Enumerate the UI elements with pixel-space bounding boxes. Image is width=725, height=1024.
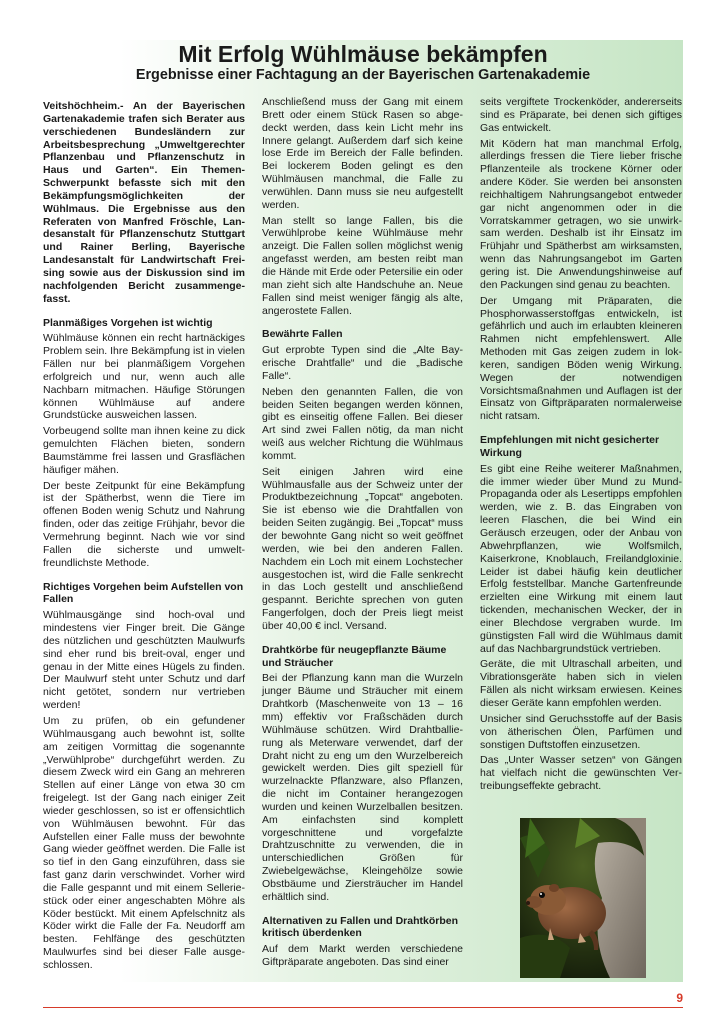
body-paragraph: Anschließend muss der Gang mit einem Brett oder einem Stück Rasen so abgedeckt werden, dass kein Licht mehr ins Innere gelangt. Außerdem darf sich keine lose Erde im Bereich der Falle befinden. Bei lockerem Boden gelingt es den Wühlmäusen manchmal, die Falle zu verwühlen. Dann muss sie neu aufgestellt werden. xyxy=(262,96,463,211)
body-paragraph: Vorbeugend sollte man ihnen keine zu dick gemulchten Flächen bieten, sondern Baumstämme frei lassen und Grasflächen häufiger mähen. xyxy=(43,425,245,476)
body-paragraph: Der beste Zeitpunkt für eine Bekämpfung ist der Spätherbst, wenn die Tiere im offenen Boden wenig Schutz und Nahrung finden, oder das zeitige Frühjahr, bevor die Vermehrung beginnt. Nach wie vor sind Fallen die sicherste und umweltfreundlichste Methode. xyxy=(43,479,245,569)
body-paragraph: Bei der Pflanzung kann man die Wurzeln junger Bäume und Sträucher mit einem Drahtkorb (Maschenweite von 13 – 16 mm) effektiv vor Fraßschäden durch Wühlmäuse schützen. Wird Drahtballierung als Meterware verwendet, darf der Draht nicht zu eng um den Wurzelbereich gewickelt werden. Dies gilt speziell für wurzelnackte Pflanzware, also Pflanzen, die nicht im Container herangezogen wurden und keinen Wurzelballen besitzen. Am einfachsten sind komplett vorgeschnittene und vorgefalzte Drahtzuschnitte zu verwenden, die in unterschiedlichen Größen für Zwiebelgewächse, Kleingehölze sowie Obstbäume und Ziersträucher im Handel erhältlich sind. xyxy=(262,672,463,903)
body-paragraph: Das „Unter Wasser setzen“ von Gängen hat vielfach nicht die gewünschten Vertreibungseffekte gebracht. xyxy=(480,754,682,793)
body-paragraph: Der Umgang mit Präparaten, die Phosphorwasserstoffgas entwickeln, ist gefährlich und auch im erlaubten kleineren Rahmen nicht empfehlenswert. Alle Methoden mit Gas zeigen zudem in lokkeren, sandigen Böden wenig Wirkung. Wegen der notwendigen Vorsichtsmaßnahmen und Auflagen ist der Einsatz von Giftpräparaten normalerweise nicht ratsam. xyxy=(480,294,682,423)
section-heading: Bewährte Fallen xyxy=(262,328,343,341)
body-paragraph: Wühlmäuse können ein recht hartnäckiges Problem sein. Ihre Bekämpfung ist in vielen Fällen nur bei planmäßigem Vorgehen erfolgreich und nur, wenn auch alle Nachbarn mitmachen. Häufige Störungen können Wühlmäuse auf andere Grundstücke ausweichen lassen. xyxy=(43,332,245,422)
body-paragraph: Auf dem Markt werden verschiedene Giftpräparate angeboten. Das sind einer xyxy=(262,943,463,969)
article-title: Mit Erfolg Wühlmäuse bekämpfen xyxy=(178,41,548,67)
body-paragraph: Unsicher sind Geruchsstoffe auf der Basis von ätherischen Ölen, Parfümen und sonstigen Duftstoffen einzusetzen. xyxy=(480,712,682,751)
body-paragraph: Um zu prüfen, ob ein gefundener Wühlmausgang auch bewohnt ist, sollte am zeitigen Vormittag die sogenannte „Verwühlprobe“ durchgeführt werden. Zu diesem Zweck wird ein Gang an mehreren Stellen auf einer Länge von etwa 30 cm freigelegt. Ist der Gang nach einiger Zeit wieder geschlossen, so ist er offensichtlich von Wühlmäusen bewohnt. Für das Aufstellen einer Falle muss der bewohnte Gang wieder geöffnet werden. Die Falle ist so tief in den Gang einzuführen, dass sie fast ganz darin verschwindet. Vorher wird die Falle gespannt und mit einem Selleriestück oder einer angeschabten Möhre als Köder bestückt. Mit einem Apfelschnitz als Köder wirkt die Falle der Fa. Neudorff am besten. Fehlfänge des geschützten Maulwurfes sind bei dieser Falle ausgeschlossen. xyxy=(43,714,245,971)
section-heading: Planmäßiges Vorgehen ist wichtig xyxy=(43,316,213,329)
vole-illustration xyxy=(520,818,646,978)
body-paragraph: Geräte, die mit Ultraschall arbeiten, und Vibrationsgeräte haben sich in vielen Fällen als nicht wirksam erwiesen. Keines dieser Geräte kann empfohlen werden. xyxy=(480,658,682,709)
text-column-2 xyxy=(262,96,463,972)
vole-photo xyxy=(520,818,646,978)
body-paragraph: Es gibt eine Reihe weiterer Maßnahmen, die immer wieder über Mund zu Mund-Propaganda oder als Lesertipps empfohlen werden, wie z. B. das Eingraben von leeren Flaschen, die bei Wind ein Geräusch erzeugen, oder der Anbau von Abwehrpflanzen, wie Wolfsmilch, Kaiserkrone, Knoblauch, Freilandgloxinie. Leider ist dabei häufig kein deutlicher Erfolg feststellbar. Manche Gartenfreunde erzielten eine Wirkung mit einem laut tickenden, mechanischen Wecker, der in einer Blechdose vergraben wurde. Im günstigsten Fall wird die Wühlmaus damit auf das Nachbargrundstück vertrieben. xyxy=(480,462,682,655)
article-subtitle: Ergebnisse einer Fachtagung an der Bayerischen Gartenakademie xyxy=(135,67,591,83)
section-heading: Richtiges Vorgehen beim Aufstellen von Fallen xyxy=(43,580,244,606)
body-paragraph: Gut erprobte Typen sind die „Alte Bayerische Drahtfalle“ und die „Badische Falle“. xyxy=(262,344,463,382)
section-heading: Drahtkörbe für neugepflanzte Bäume und Sträucher xyxy=(262,643,447,669)
page-number: 9 xyxy=(676,991,683,1005)
body-paragraph: seits vergiftete Trockenköder, andererseits sind es Präparate, bei denen sich giftiges Gas entwickelt. xyxy=(480,96,682,134)
body-paragraph: Mit Ködern hat man manchmal Erfolg, allerdings fressen die Tiere lieber frische Pflanzenteile als trockene Körner oder andere Köder. Sie werden bei ansonsten reichhaltigem Nahrungsangebot entweder gar nicht angenommen oder in die Vorratskammer getragen, wo sie unwirksam werden. Deshalb ist ihr Einsatz im Frühjahr und Spätherbst am wirksamsten, wenn das Nahrungsangebot im Garten gering ist. Die Anwendungshinweise auf den Packungen sind genau zu beachten. xyxy=(480,137,682,291)
lead-paragraph: Veitshöchheim.- An der Bayerischen Gartenakademie trafen sich Berater aus verschiedenen Bundesländern zur Arbeitsbesprechung „Umweltgerechter Pflanzenbau und Pflanzenschutz in Haus und Garten“. Ein Themen-Schwerpunkt befasste sich mit den Bekämpfungsmöglichkeiten der Wühlmaus. Die Ergebnisse aus den Referaten von Manfred Fröschle, Landesanstalt für Pflanzenschutz Stuttgart und Rainer Berling, Bayerische Landesanstalt für Landwirtschaft Freising sowie aus der Diskussion sind im nachfolgenden Bericht zusammengefasst. xyxy=(43,100,245,305)
body-paragraph: Seit einigen Jahren wird eine Wühlmausfalle aus der Schweiz unter der Produktbezeichnung „Topcat“ angeboten. Sie ist ebenso wie die Drahtfallen von beiden Seiten zugängig. Bei „Topcat“ muss der bewohnte Gang nicht so weit geöffnet werden, wie bei den anderen Fallen. Nachdem ein Loch mit einem Lochstecher ausgestochen ist, wird die Falle senkrecht in das Loch gestellt und anschließend gespannt. Berichte sprechen von guten Fangerfolgen, doch der Preis liegt meist über 40,00 € incl. Versand. xyxy=(262,465,463,632)
text-column-1 xyxy=(43,100,245,975)
text-column-3 xyxy=(480,96,682,796)
body-paragraph: Neben den genannten Fallen, die von beiden Seiten begangen werden können, gibt es einseitig offene Fallen. Bei dieser Art sind zwei Fallen nötig, da man nicht weiß aus welcher Richtung die Wühlmaus kommt. xyxy=(262,385,463,462)
body-paragraph: Wühlmausgänge sind hoch-oval und mindestens vier Finger breit. Die Gänge des nützlichen und geschützten Maulwurfs sind eher rund bis breit-oval, enger und genau in der Mitte eines Hügels zu finden. Der Maulwurf steht unter Schutz und darf nicht getötet, sondern nur vertrieben werden! xyxy=(43,609,245,712)
footer-rule xyxy=(43,1007,683,1008)
section-heading: Empfehlungen mit nicht gesicherter Wirkung xyxy=(480,434,660,459)
section-heading: Alternativen zu Fallen und Drahtkörben kritisch überdenken xyxy=(262,914,459,940)
body-paragraph: Man stellt so lange Fallen, bis die Verwühlprobe keine Wühlmäuse mehr anzeigt. Die Fallen sollen möglichst wenig angefasst werden, am besten reibt man die Hände mit Erde oder Petersilie ein oder man zieht sich alte Handschuhe an. Neue Fallen sind meist weniger fängig als alte, angerostete Fallen. xyxy=(262,214,463,317)
